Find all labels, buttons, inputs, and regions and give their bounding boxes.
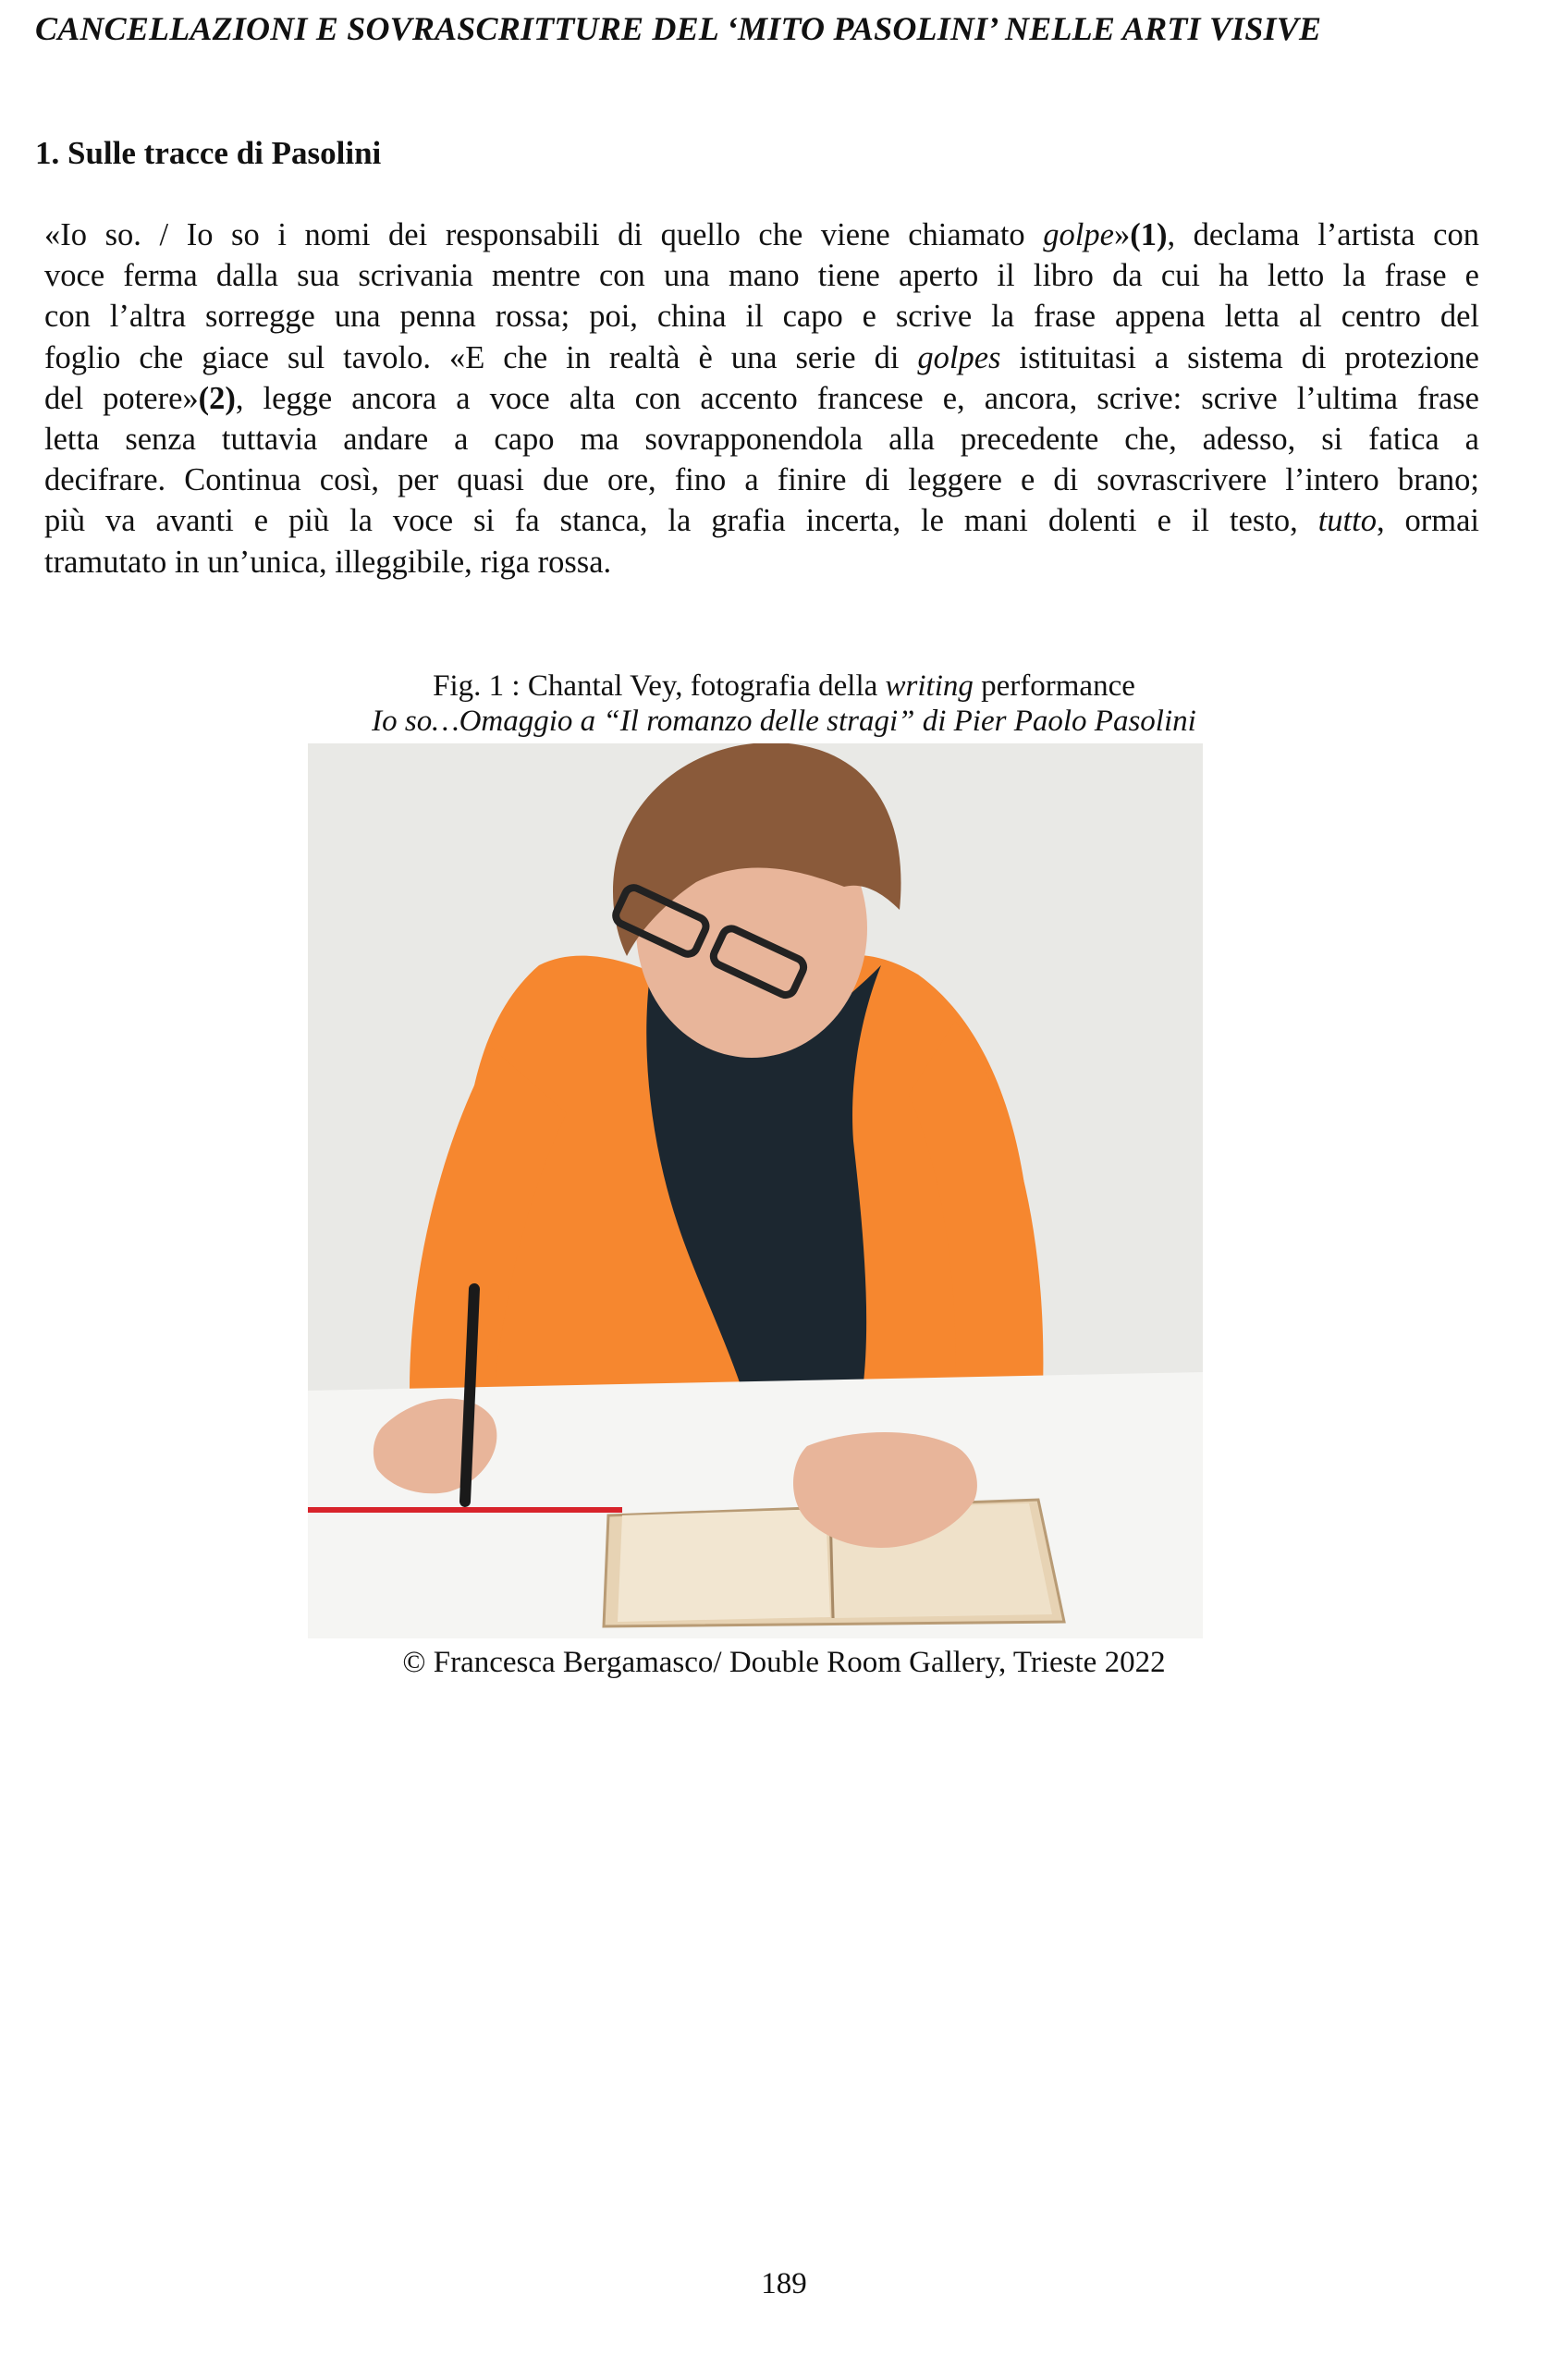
text-run: istituitasi a sistema di protezione [1000, 339, 1479, 375]
caption-text: performance [973, 669, 1135, 703]
paragraph-line: decifrare. Continua così, per quasi due ore, fino a finire di leggere e di sovrascrivere l’intero brano; [44, 462, 1479, 498]
text-run: , legge ancora a voce alta con accento francese e, ancora, scrive: scrive l’ultima frase [235, 380, 1479, 416]
photo-credit: © Francesca Bergamasco/ Double Room Gallery, Trieste 2022 [402, 1646, 1166, 1679]
italic-term: tutto [1317, 503, 1377, 539]
paragraph-line: tramutato in un’unica, illeggibile, riga rossa. [44, 544, 612, 580]
footnote-ref: (1) [1130, 217, 1168, 252]
text-run: » [1113, 217, 1131, 252]
paragraph-line [44, 500, 1479, 541]
paragraph-line [44, 337, 1479, 378]
photo-illustration [308, 743, 1203, 1638]
paragraph-line: con l’altra sorregge una penna rossa; poi, china il capo e scrive la frase appena letta al centro del [44, 299, 1479, 335]
body-paragraph [44, 215, 1479, 583]
text-run: del potere» [44, 380, 199, 416]
running-head: CANCELLAZIONI E SOVRASCRITTURE DEL ‘MITO PASOLINI’ NELLE ARTI VISIVE [35, 10, 1322, 47]
text-run: foglio che giace sul tavolo. «E che in realtà è una serie di [44, 339, 918, 375]
red-written-line [308, 1507, 622, 1513]
text-run: , ormai [1376, 503, 1479, 539]
text-run: più va avanti e più la voce si fa stanca, la grafia incerta, le mani dolenti e il testo, [44, 503, 1318, 539]
section-heading: 1. Sulle tracce di Pasolini [35, 135, 382, 171]
performance-photo [308, 743, 1203, 1638]
figure-title: Io so…Omaggio a “Il romanzo delle stragi” di Pier Paolo Pasolini [372, 705, 1196, 738]
paragraph-line: letta senza tuttavia andare a capo ma sovrapponendola alla precedente che, adesso, si fatica a [44, 422, 1479, 458]
italic-term: golpes [917, 339, 1001, 375]
text-run: , declama l’artista con [1167, 217, 1479, 252]
caption-text: Fig. 1 : Chantal Vey, fotografia della [433, 669, 886, 703]
footnote-ref: (2) [198, 380, 236, 416]
paragraph-line [44, 378, 1479, 419]
figure-caption [0, 668, 1568, 705]
text-run: «Io so. / Io so i nomi dei responsabili di quello che viene chiamato [44, 217, 1044, 252]
paragraph-line [44, 215, 1479, 255]
caption-italic: writing [885, 669, 974, 703]
paragraph-line: voce ferma dalla sua scrivania mentre con una mano tiene aperto il libro da cui ha letto la frase e [44, 258, 1479, 294]
page-number: 189 [761, 2267, 807, 2300]
italic-term: golpe [1043, 217, 1114, 252]
